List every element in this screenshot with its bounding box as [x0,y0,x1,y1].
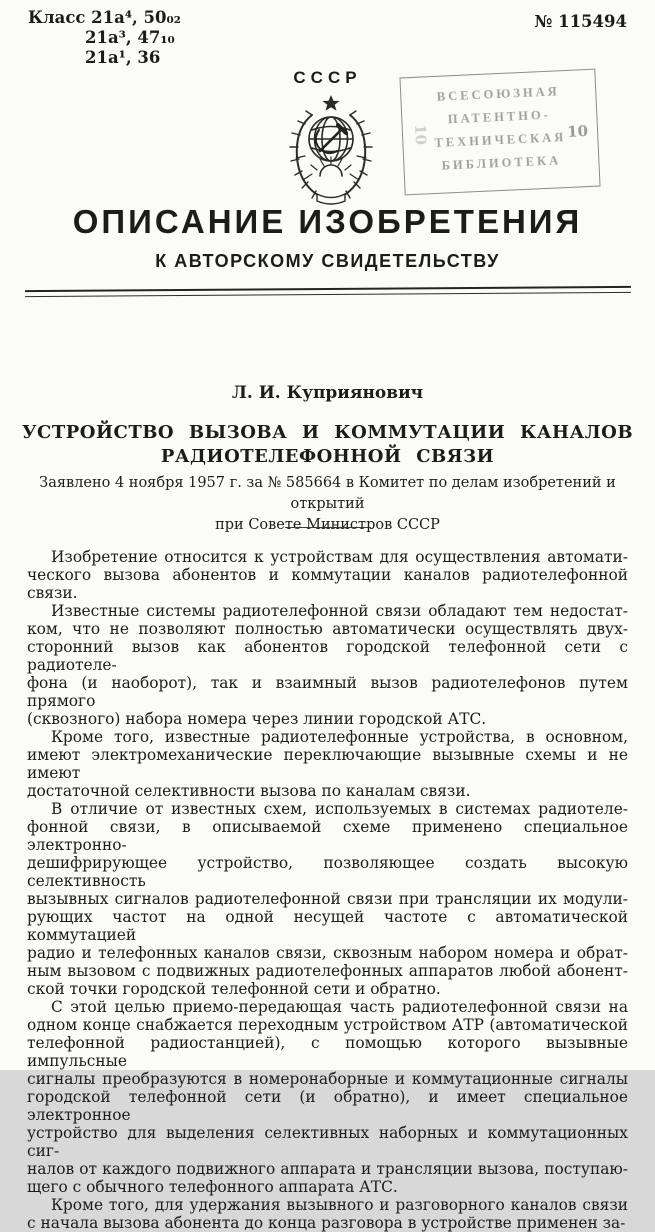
class-line-1: Класс 21а⁴, 50₀₂ [28,8,181,27]
text-line: фонной связи, в описываемой схеме применено специальное электронно- [27,818,628,854]
library-stamp [399,69,600,196]
text-line: с начала вызова абонента до конца разговора в устройстве применен за- [27,1214,626,1232]
text-line: фона (и наоборот), так и взаимный вызов радиотелефонов путем прямого [27,674,628,710]
stamp-number-right: 10 [566,122,589,141]
section-divider [285,527,371,528]
document-number: № 115494 [534,12,627,31]
text-line: городской телефонной сети (и обратно), и имеет специальное электронное [27,1088,628,1124]
text-line: С этой целью приемо-передающая часть радиотелефонной связи на [51,998,628,1016]
filing-line-1: Заявлено 4 ноября 1957 г. за № 585664 в Комитет по делам изобретений и открытий [39,475,616,512]
stamp-number-left: 10 [411,123,430,146]
stamp-line-3: ТЕХНИЧЕСКАЯ [434,130,567,150]
text-line: щего с обычного телефонного аппарата АТС. [27,1178,398,1196]
text-line: сигналы преобразуются в номеронаборные и коммутационные сигналы [27,1070,628,1088]
text-line: Известные системы радиотелефонной связи обладают тем недостат- [51,602,628,620]
text-line: В отличие от известных схем, используемых в системах радиотеле- [51,800,628,818]
text-line: ком, что не позволяют полностью автоматически осуществлять двух- [27,620,628,638]
text-line: Кроме того, известные радиотелефонные устройства, в основном, [51,728,628,746]
text-line: ской точки городской телефонной сети и обратно. [27,980,441,998]
text-line: сторонний вызов как абонентов городской телефонной сети с радиотеле- [27,638,628,674]
paragraph [27,548,628,602]
stamp-line-1: ВСЕСОЮЗНАЯ [436,84,560,104]
document-subtitle: К АВТОРСКОМУ СВИДЕТЕЛЬСТВУ [155,251,500,271]
text-line: ным вызовом с подвижных радиотелефонных аппаратов любой абонент- [27,962,628,980]
stamp-line-2: ПАТЕНТНО- [447,107,552,127]
filing-line-2: при Совете Министров СССР [215,517,440,533]
text-line: достаточной селективности вызова по каналам связи. [27,782,471,800]
text-line: устройство для выделения селективных наборных и коммутационных сиг- [27,1124,628,1160]
paragraph [27,1196,628,1232]
invention-title-line-1: УСТРОЙСТВО ВЫЗОВА И КОММУТАЦИИ КАНАЛОВ [21,422,634,443]
text-line: Кроме того, для удержания вызывного и разговорного каналов связи [51,1196,628,1214]
text-line: рующих частот на одной несущей частоте с автоматической коммутацией [27,908,628,944]
paragraph [27,998,628,1196]
class-line-3: 21а¹, 36 [85,48,161,67]
text-line: налов от каждого подвижного аппарата и трансляции вызова, поступаю- [27,1160,628,1178]
text-line: телефонной радиостанцией), с помощью которого вызывные импульсные [27,1034,628,1070]
text-line: одном конце снабжается переходным устройством АТР (автоматической [27,1016,628,1034]
text-line: радио и телефонных каналов связи, сквозным набором номера и обрат- [27,944,628,962]
document-title: ОПИСАНИЕ ИЗОБРЕТЕНИЯ [72,203,583,240]
ussr-coat-of-arms-icon [272,94,390,206]
invention-title-line-2: РАДИОТЕЛЕФОННОЙ СВЯЗИ [160,446,495,467]
invention-title [0,421,655,469]
classification-block [28,8,181,68]
country-label: СССР [293,68,362,87]
paragraph [27,728,628,800]
text-line: вызывных сигналов радиотелефонной связи при трансляции их модули- [27,890,628,908]
class-line-2: 21а³, 47₁₀ [85,28,175,47]
text-line: дешифрирующее устройство, позволяющее создать высокую селективность [27,854,628,890]
text-line: (сквозного) набора номера через линии городской АТС. [27,710,487,728]
paragraph [27,602,628,728]
text-line: имеют электромеханические переключающие вызывные схемы и не имеют [27,746,628,782]
paragraph [27,800,628,998]
body-text [27,548,628,1232]
author-name: Л. И. Куприянович [231,383,424,403]
text-line: Изобретение относится к устройствам для осуществления автомати- [51,548,628,566]
text-line: ческого вызова абонентов и коммутации каналов радиотелефонной связи. [27,566,628,602]
stamp-line-4: БИБЛИОТЕКА [441,153,562,173]
double-rule-divider [25,286,631,297]
